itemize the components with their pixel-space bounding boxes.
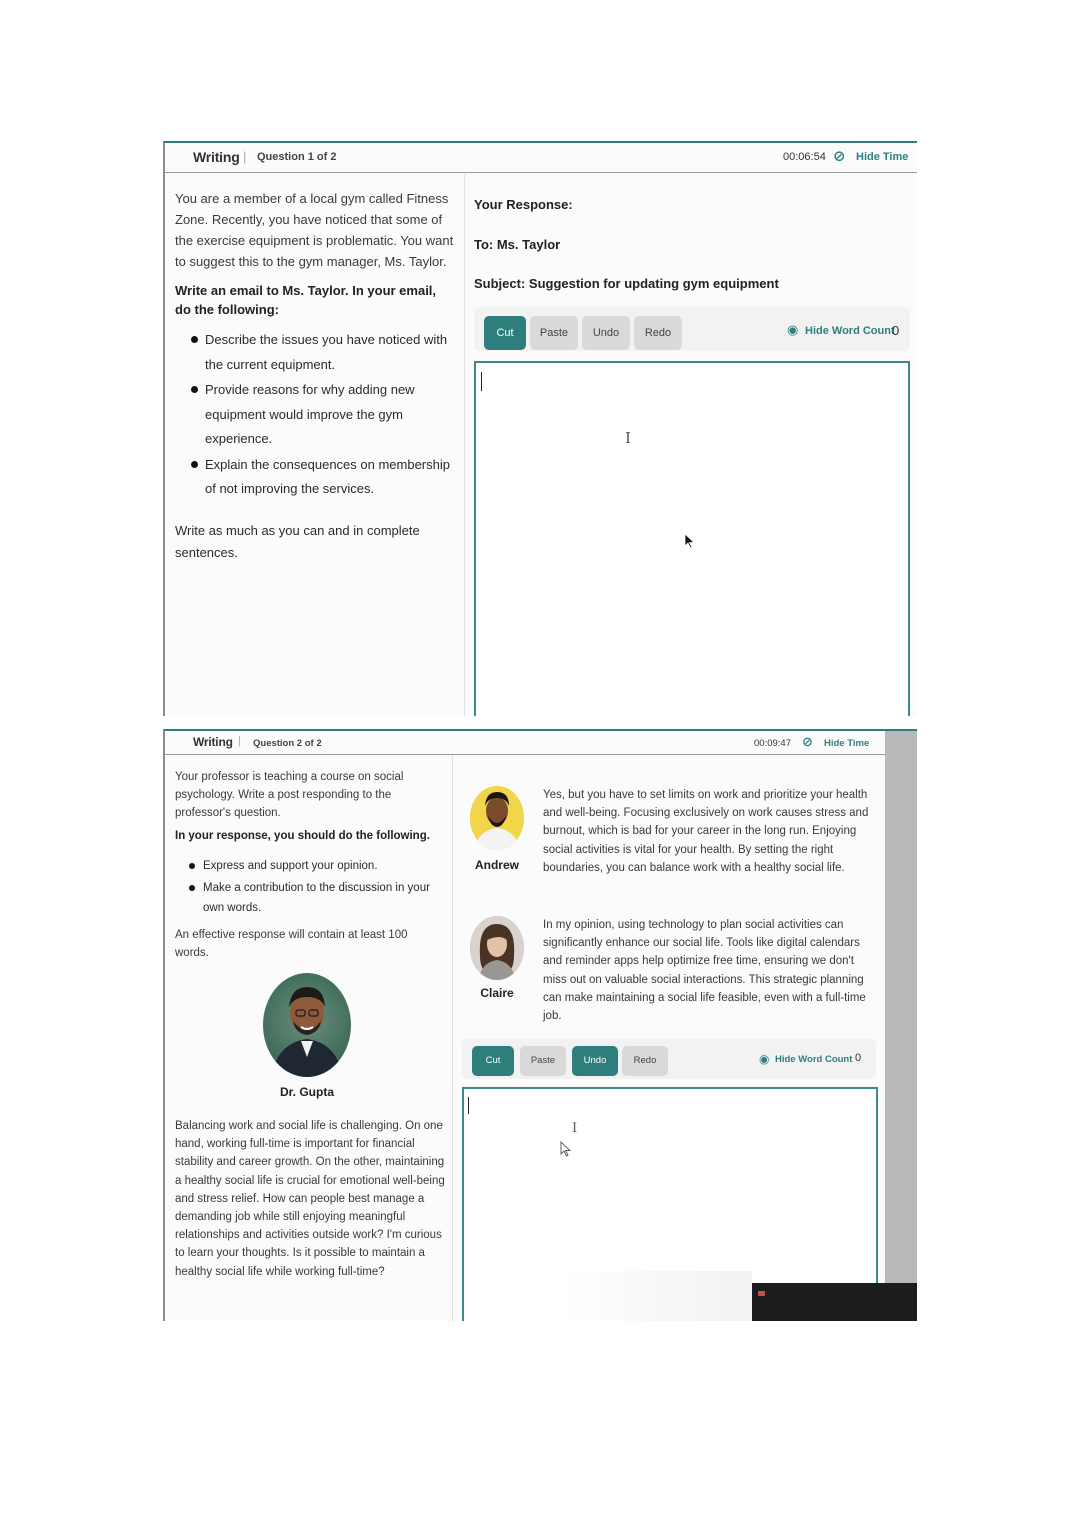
hide-time-button[interactable]: Hide Time [856, 151, 909, 163]
prompt-pane [165, 756, 453, 1321]
student-portrait-icon [470, 916, 524, 980]
task-instruction: In your response, you should do the following. [175, 830, 430, 842]
eye-slash-icon: ◉ [787, 322, 799, 337]
question-1-screen [163, 141, 917, 716]
editor-toolbar [474, 307, 910, 351]
student-portrait-icon [470, 786, 524, 850]
cut-button[interactable]: Cut [484, 316, 526, 350]
timer: 00:06:54 [783, 151, 826, 163]
question-2-screen [163, 729, 917, 1321]
professor-post: Balancing work and social life is challenging. On one hand, working full-time is important for financial stability and career growth. On the other, maintaining a healthy social life is crucial for emotional well-being and stress relief. How can people best manage a demanding job while still enjoying meaningful relationships and activities outside work? I'm curious to learn your thoughts. Is it possible to maintain a healthy social life while working full-time? [175, 1120, 445, 1278]
word-count-value: 0 [855, 1052, 862, 1064]
student-post-text: In my opinion, using technology to plan social activities can significantly enhance our social life. Tools like digital calendars and reminder apps help optimize free time, ensuring we don't miss out on valuable social interactions. This strategic planning can make maintaining a social life feasible, even with a full-time job. [543, 919, 866, 1023]
header-bar [165, 143, 917, 173]
task-instruction: Write an email to Ms. Taylor. In your email, do the following: [175, 283, 437, 317]
response-textarea[interactable] [474, 361, 910, 716]
timer: 00:09:47 [754, 738, 791, 749]
header-divider: | [238, 735, 241, 747]
text-cursor-icon: I [572, 1121, 578, 1136]
undo-button[interactable]: Undo [582, 316, 630, 350]
task-bullets [187, 856, 437, 920]
question-counter: Question 2 of 2 [253, 738, 322, 749]
redo-button[interactable]: Redo [622, 1046, 668, 1076]
task-bullets [189, 328, 451, 503]
professor-name: Dr. Gupta [279, 1085, 334, 1099]
word-requirement: An effective response will contain at least 100 words. [175, 929, 408, 959]
mouse-pointer-icon [560, 1141, 572, 1157]
editor-toolbar [462, 1039, 876, 1079]
redo-button[interactable]: Redo [634, 316, 682, 350]
cut-button[interactable]: Cut [472, 1046, 514, 1076]
text-cursor-icon: I [625, 429, 631, 447]
header-bar [165, 731, 885, 755]
prompt-pane [165, 174, 465, 716]
paste-button[interactable]: Paste [530, 316, 578, 350]
student-post-text: Yes, but you have to set limits on work and prioritize your health and well-being. Focusing exclusively on work causes stress and burnout, which is bad for your career in the long run. Enjoying social activities is vital for your health. By setting the right boundaries, you can balance work with a healthy social life. [543, 789, 869, 874]
paste-button[interactable]: Paste [520, 1046, 566, 1076]
task-prompt: Your professor is teaching a course on social psychology. Write a post responding to the professor's question. [175, 771, 404, 819]
student-avatar [470, 786, 524, 850]
list-item: Explain the consequences on membership of not improving the services. [189, 453, 451, 502]
student-avatar [470, 916, 524, 980]
hide-time-button[interactable]: Hide Time [824, 738, 870, 749]
student-name: Claire [480, 986, 514, 1000]
header-divider: | [243, 149, 247, 164]
task-closing: Write as much as you can and in complete sentences. [175, 523, 420, 560]
response-pane [466, 174, 917, 716]
eye-slash-icon[interactable]: ⊘ [833, 148, 846, 165]
professor-portrait-icon [263, 973, 351, 1077]
text-caret [481, 372, 482, 391]
eye-slash-icon[interactable]: ⊘ [802, 734, 813, 749]
overlay-shadow [565, 1271, 752, 1321]
response-label: Your Response: [474, 197, 573, 212]
discussion-pane [454, 756, 885, 1321]
task-prompt: You are a member of a local gym called Fitness Zone. Recently, you have noticed that some of the exercise equipment is problematic. You want to suggest this to the gym manager, Ms. Taylor. [175, 191, 454, 269]
word-count-value: 0 [892, 323, 900, 338]
section-title: Writing [193, 735, 233, 749]
hide-word-count-button[interactable]: Hide Word Count [805, 325, 895, 337]
mouse-pointer-icon [684, 533, 696, 549]
list-item: Describe the issues you have noticed with the current equipment. [189, 328, 451, 377]
list-item: Express and support your opinion. [187, 856, 437, 877]
text-caret [468, 1097, 469, 1114]
section-title: Writing [193, 149, 240, 165]
hide-word-count-button[interactable]: Hide Word Count [775, 1054, 853, 1065]
email-to-line: To: Ms. Taylor [474, 237, 561, 252]
undo-button[interactable]: Undo [572, 1046, 618, 1076]
window-scrollbar[interactable] [885, 731, 917, 1321]
email-subject-line: Subject: Suggestion for updating gym equipment [474, 276, 779, 291]
record-icon [758, 1291, 765, 1296]
list-item: Provide reasons for why adding new equipment would improve the gym experience. [189, 378, 451, 452]
professor-avatar [263, 973, 351, 1077]
floating-recorder-bar[interactable] [752, 1283, 917, 1321]
question-counter: Question 1 of 2 [257, 151, 337, 163]
eye-slash-icon: ◉ [759, 1052, 770, 1066]
student-name: Andrew [474, 858, 519, 872]
list-item: Make a contribution to the discussion in your own words. [187, 878, 437, 919]
